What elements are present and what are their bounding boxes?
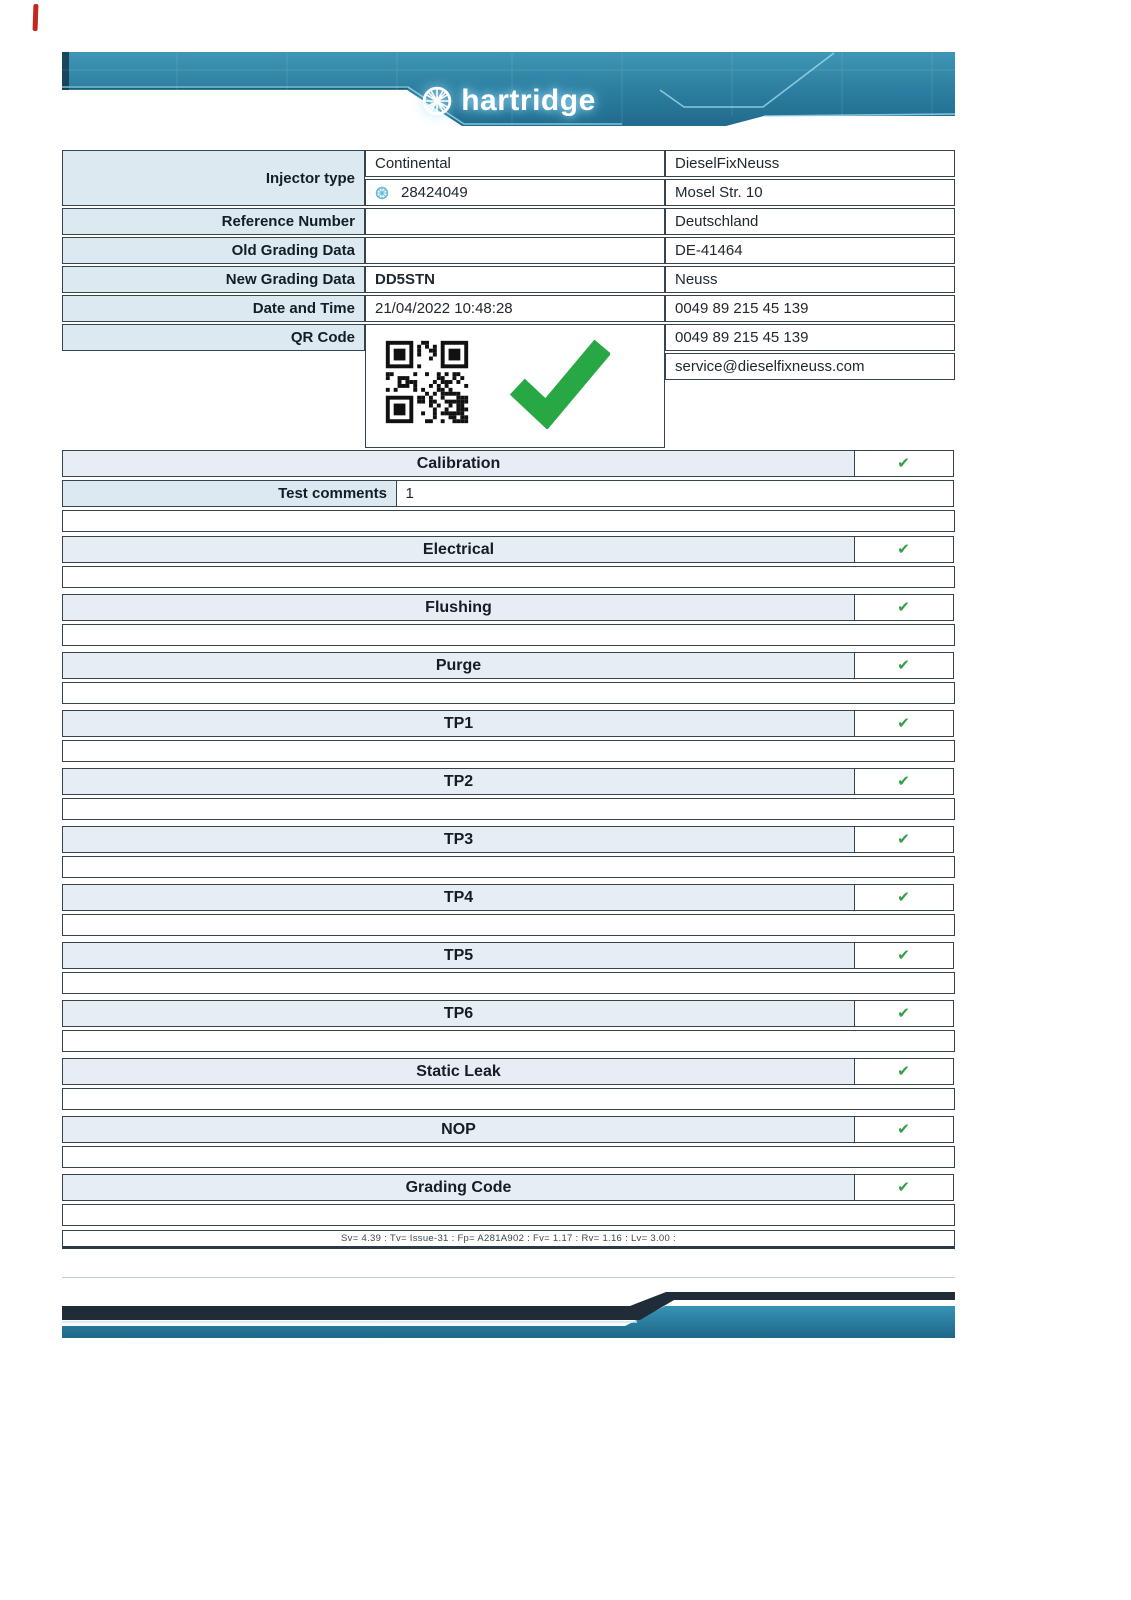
section-row-static-leak <box>62 1058 955 1085</box>
section-status <box>854 768 954 795</box>
section-row-tp1 <box>62 710 955 737</box>
injector-info-table <box>62 150 955 448</box>
spacer-row <box>62 798 955 820</box>
section-status <box>854 1116 954 1143</box>
workshop-street: Mosel Str. 10 <box>665 179 955 206</box>
reference-number-value <box>365 208 665 235</box>
spacer-row <box>62 1030 955 1052</box>
section-row-nop <box>62 1116 955 1143</box>
label-reference-number: Reference Number <box>62 208 365 235</box>
check-icon <box>510 337 610 429</box>
date-time-value: 21/04/2022 10:48:28 <box>365 295 665 322</box>
wheel-icon <box>375 186 389 200</box>
check-icon: ✔ <box>897 715 910 732</box>
section-status <box>854 1058 954 1085</box>
check-icon: ✔ <box>897 657 910 674</box>
header-banner <box>62 50 955 128</box>
spacer-row <box>62 624 955 646</box>
spacer-row <box>62 856 955 878</box>
section-header: TP2 <box>62 768 855 795</box>
workshop-phone-2: 0049 89 215 45 139 <box>665 324 955 351</box>
section-row-flushing <box>62 594 955 621</box>
check-icon: ✔ <box>897 1005 910 1022</box>
footer-banner <box>62 1290 955 1342</box>
check-icon: ✔ <box>897 889 910 906</box>
injector-serial: 28424049 <box>401 184 468 201</box>
version-status-line: Sv= 4.39 : Tv= Issue-31 : Fp= A281A902 : Fv= 1.17 : Rv= 1.16 : Lv= 3.00 : <box>62 1230 955 1249</box>
spacer-row <box>62 1088 955 1110</box>
label-injector-type: Injector type <box>62 150 365 206</box>
check-icon: ✔ <box>897 947 910 964</box>
section-row-tp5 <box>62 942 955 969</box>
section-header: TP6 <box>62 1000 855 1027</box>
section-header: TP5 <box>62 942 855 969</box>
section-row-grading-code <box>62 1174 955 1201</box>
test-comments-label: Test comments <box>62 480 397 507</box>
check-icon: ✔ <box>897 773 910 790</box>
divider-line <box>62 1277 955 1278</box>
workshop-email: service@dieselfixneuss.com <box>665 353 955 380</box>
check-icon: ✔ <box>897 1121 910 1138</box>
section-header: Electrical <box>62 536 855 563</box>
check-icon: ✔ <box>897 831 910 848</box>
spacer-row <box>62 972 955 994</box>
workshop-city: Neuss <box>665 266 955 293</box>
spacer-row <box>62 740 955 762</box>
section-header: TP1 <box>62 710 855 737</box>
section-status <box>854 594 954 621</box>
injector-make: Continental <box>365 150 665 177</box>
section-row-purge <box>62 652 955 679</box>
spacer-row <box>62 1146 955 1168</box>
check-icon: ✔ <box>897 599 910 616</box>
label-date-and-time: Date and Time <box>62 295 365 322</box>
spacer-row <box>62 1204 955 1226</box>
section-row-tp2 <box>62 768 955 795</box>
spacer-row <box>62 682 955 704</box>
workshop-name: DieselFixNeuss <box>665 150 955 177</box>
section-row-tp4 <box>62 884 955 911</box>
check-icon: ✔ <box>897 1063 910 1080</box>
section-row-tp6 <box>62 1000 955 1027</box>
section-row-electrical <box>62 536 955 563</box>
qr-code <box>378 333 476 431</box>
section-header: TP3 <box>62 826 855 853</box>
section-header: Static Leak <box>62 1058 855 1085</box>
check-icon: ✔ <box>897 455 910 472</box>
test-comments-row <box>62 480 955 507</box>
label-old-grading-data: Old Grading Data <box>62 237 365 264</box>
workshop-phone-1: 0049 89 215 45 139 <box>665 295 955 322</box>
section-status <box>854 1000 954 1027</box>
section-header: NOP <box>62 1116 855 1143</box>
section-status <box>854 652 954 679</box>
pen-mark <box>33 4 39 31</box>
workshop-country: Deutschland <box>665 208 955 235</box>
section-header: Purge <box>62 652 855 679</box>
section-status <box>854 710 954 737</box>
label-new-grading-data: New Grading Data <box>62 266 365 293</box>
section-status <box>854 826 954 853</box>
label-qr-code: QR Code <box>62 324 365 351</box>
spacer-row <box>62 566 955 588</box>
qr-cell <box>365 324 665 448</box>
section-header: TP4 <box>62 884 855 911</box>
test-comments-value: 1 <box>396 480 954 507</box>
section-row-calibration <box>62 450 955 477</box>
new-grading-value: DD5STN <box>365 266 665 293</box>
section-header: Grading Code <box>62 1174 855 1201</box>
section-status <box>854 536 954 563</box>
spacer-row <box>62 510 955 532</box>
old-grading-value <box>365 237 665 264</box>
check-icon: ✔ <box>897 1179 910 1196</box>
section-status <box>854 884 954 911</box>
workshop-postcode: DE-41464 <box>665 237 955 264</box>
section-header: Calibration <box>62 450 855 477</box>
section-status <box>854 1174 954 1201</box>
section-header: Flushing <box>62 594 855 621</box>
section-status <box>854 450 954 477</box>
section-row-tp3 <box>62 826 955 853</box>
injector-serial-cell <box>365 179 665 206</box>
spacer-row <box>62 914 955 936</box>
brand-name: hartridge <box>461 84 596 117</box>
section-status <box>854 942 954 969</box>
check-icon: ✔ <box>897 541 910 558</box>
